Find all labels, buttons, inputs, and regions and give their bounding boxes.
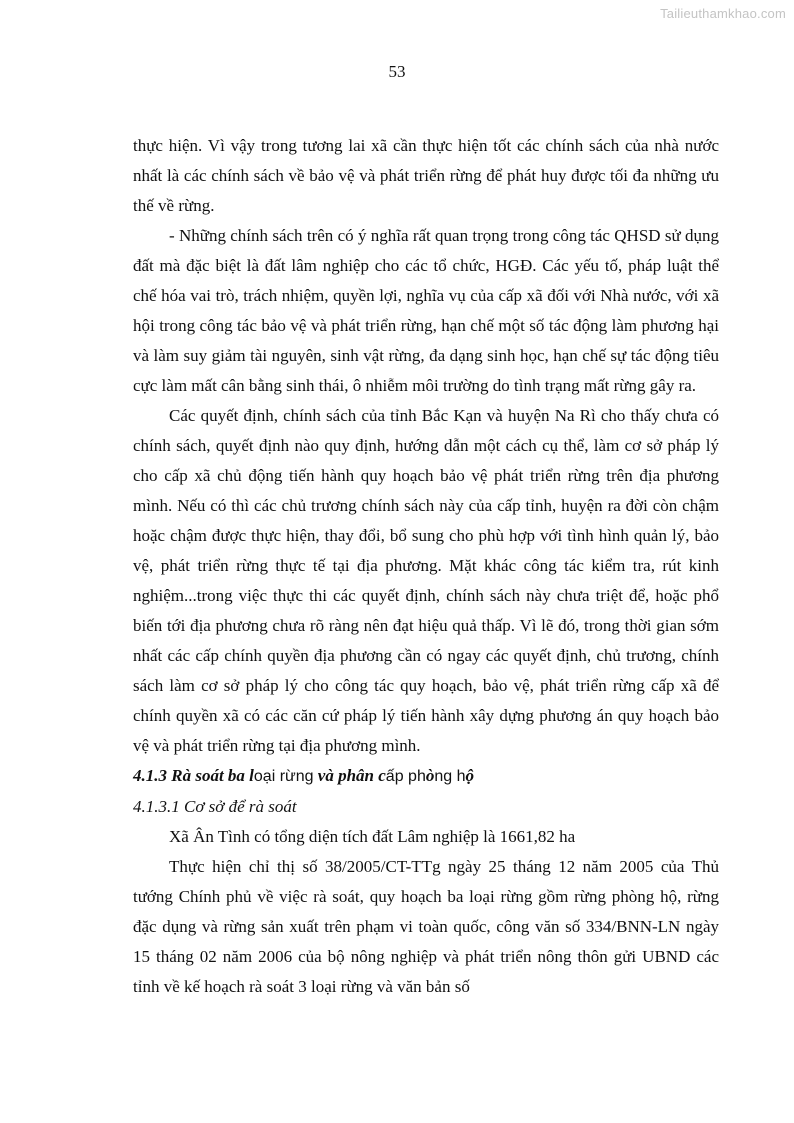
page-number: 53	[388, 62, 406, 81]
paragraph-3: Các quyết định, chính sách của tỉnh Bắc Kạn và huyện Na Rì cho thấy chưa có chính sách, quyết định nào quy định, hướng dẫn một cách cụ thể, làm cơ sở pháp lý cho cấp xã chủ động tiến hành quy hoạch bảo vệ phát triển rừng trên địa phương mình. Nếu có thì các chủ trương chính sách này của cấp tỉnh, huyện ra đời còn chậm hoặc chậm được thực hiện, thay đổi, bổ sung cho phù hợp với tình hình quản lý, bảo vệ, phát triển rừng thực tế tại địa phương. Mặt khác công tác kiểm tra, rút kinh nghiệm...trong việc thực thi các quyết định, chính sách này chưa triệt để, hoặc phổ biến tới địa phương chưa rõ ràng nên đạt hiệu quả thấp. Vì lẽ đó, trong thời gian sớm nhất các cấp chính quyền địa phương cần có ngay các quyết định, chủ trương, chính sách làm cơ sở pháp lý cho công tác quy hoạch, bảo vệ, phát triển rừng cấp xã để chính quyền xã có các căn cứ pháp lý tiến hành xây dựng phương án quy hoạch bảo vệ và phát triển rừng tại địa phương mình.	[133, 406, 719, 755]
heading-part: ò	[425, 766, 435, 785]
paragraph-5: Thực hiện chỉ thị số 38/2005/CT-TTg ngày 25 tháng 12 năm 2005 của Thủ tướng Chính phủ về việc rà soát, quy hoạch ba loại rừng gồm rừng phòng hộ, rừng đặc dụng và rừng sản xuất trên phạm vi toàn quốc, công văn số 334/BNN-LN ngày 15 tháng 02 năm 2006 của bộ nông nghiệp và phát triển nông thôn gửi UBND các tỉnh về kế hoạch rà soát 3 loại rừng và văn bản số	[133, 857, 719, 996]
heading-part: 4.1.3 Rà soát ba l	[133, 766, 254, 785]
heading-part: oại rừng	[253, 768, 314, 785]
paragraph-4: Xã Ân Tình có tổng diện tích đất Lâm nghiệp là 1661,82 ha	[169, 827, 576, 846]
document-body	[133, 131, 719, 1002]
heading-part: ộ	[465, 766, 474, 785]
paragraph-1: thực hiện. Vì vậy trong tương lai xã cần thực hiện tốt các chính sách của nhà nước nhất là các chính sách về bảo vệ và phát triển rừng để phát huy được tối đa những ưu thế về rừng.	[133, 136, 719, 215]
heading-part: ấp ph	[385, 768, 426, 785]
heading-part: và phân c	[313, 766, 386, 785]
subsection-heading: 4.1.3.1 Cơ sở để rà soát	[133, 797, 297, 816]
watermark: Tailieuthamkhao.com	[660, 6, 786, 21]
heading-part: ng h	[434, 768, 466, 785]
section-heading	[133, 761, 719, 792]
paragraph-2: - Những chính sách trên có ý nghĩa rất quan trọng trong công tác QHSD sử dụng đất mà đặc biệt là đất lâm nghiệp cho các tổ chức, HGĐ. Các yếu tố, pháp luật thể chế hóa vai trò, trách nhiệm, quyền lợi, nghĩa vụ của cấp xã đối với Nhà nước, với xã hội trong công tác bảo vệ và phát triển rừng, hạn chế một số tác động làm phương hại và làm suy giảm tài nguyên, sinh vật rừng, đa dạng sinh học, hạn chế sự tác động tiêu cực làm mất cân bằng sinh thái, ô nhiễm môi trường do tình trạng mất rừng gây ra.	[133, 226, 719, 395]
